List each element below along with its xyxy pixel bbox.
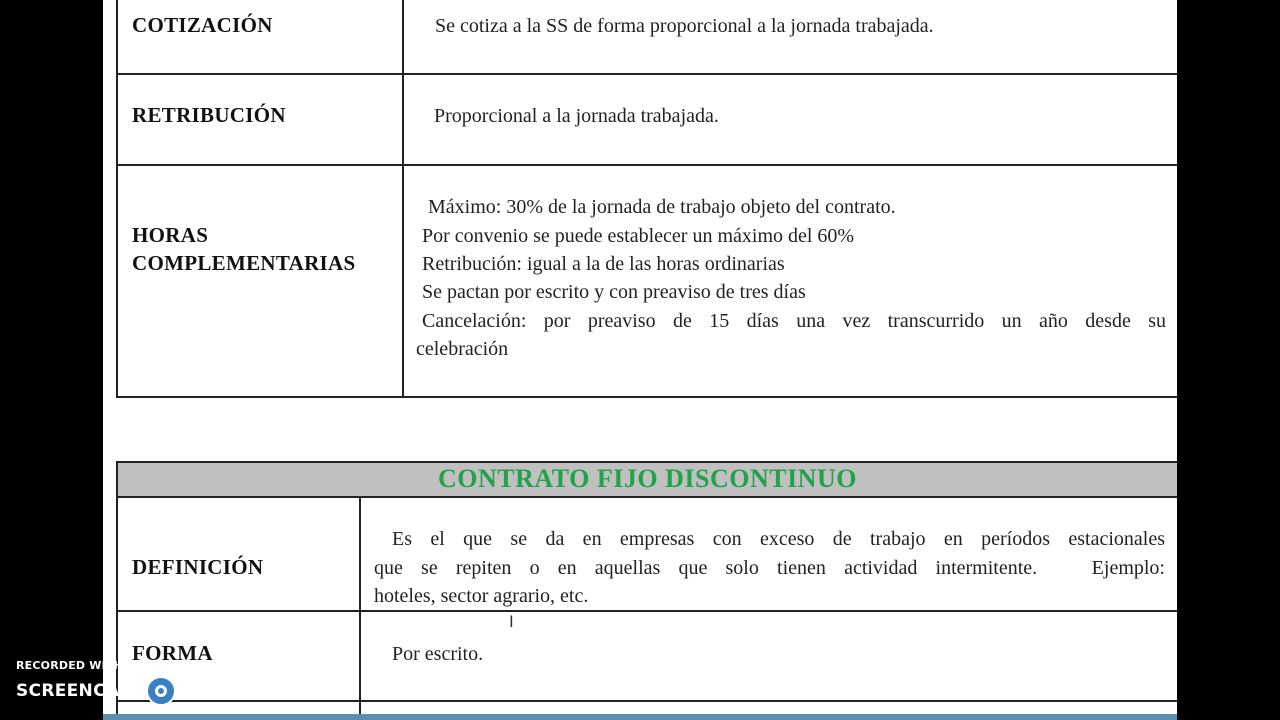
- horas-line-1: Máximo: 30% de la jornada de trabajo objeto del contrato.: [428, 196, 896, 218]
- right-black-margin: [1177, 0, 1280, 720]
- table1-bottom-border: [116, 396, 1177, 398]
- watermark-left: SCREENCAST: [16, 681, 144, 701]
- table2-title: CONTRATO FIJO DISCONTINUO: [438, 464, 857, 493]
- table2-row-divider: [116, 700, 1177, 702]
- watermark-right: MATIC: [177, 681, 239, 701]
- text-cursor-icon: I: [509, 612, 514, 631]
- horas-line-5: Cancelación: por preaviso de 15 días una vez transcurrido un año desde su: [422, 310, 1166, 332]
- row-label-retribucion: RETRIBUCIÓN: [132, 103, 286, 127]
- row-label-forma: FORMA: [132, 641, 213, 665]
- watermark-brand: [16, 676, 238, 706]
- definicion-line-2: que se repiten o en aquellas que solo tienen actividad intermitente. Ejemplo:: [374, 557, 1165, 579]
- table2-title-bar: [116, 461, 1177, 498]
- table1-row-divider: [116, 164, 1177, 166]
- taskbar-edge: [103, 714, 1177, 720]
- horas-line-4: Se pactan por escrito y con preaviso de tres días: [422, 281, 806, 303]
- horas-line-2: Por convenio se puede establecer un máximo del 60%: [422, 225, 855, 247]
- watermark-recorded-with: RECORDED WITH: [16, 659, 124, 672]
- screencast-watermark: [16, 659, 238, 706]
- document-page: [103, 0, 1177, 720]
- row-text-cotizacion: Se cotiza a la SS de forma proporcional a la jornada trabajada.: [435, 15, 934, 37]
- table1-column-divider: [402, 0, 404, 398]
- row-label-complementarias: COMPLEMENTARIAS: [132, 251, 356, 275]
- row-text-retribucion: Proporcional a la jornada trabajada.: [434, 105, 719, 127]
- horas-line-3: Retribución: igual a la de las horas ordinarias: [422, 253, 785, 275]
- table1-row-divider: [116, 73, 1177, 75]
- table2-row-divider: [116, 610, 1177, 612]
- definicion-line-3: hoteles, sector agrario, etc.: [374, 585, 589, 607]
- table1-left-border: [116, 0, 118, 398]
- row-text-forma: Por escrito.: [392, 643, 484, 665]
- definicion-line-1: Es el que se da en empresas con exceso de trabajo en períodos estacionales: [392, 528, 1165, 550]
- row-label-horas: HORAS: [132, 223, 209, 247]
- row-label-cotizacion: COTIZACIÓN: [132, 13, 273, 37]
- horas-line-6: celebración: [416, 338, 509, 360]
- row-label-definicion: DEFINICIÓN: [132, 555, 264, 579]
- table2-column-divider: [359, 496, 361, 720]
- screencast-logo-icon: [146, 676, 176, 706]
